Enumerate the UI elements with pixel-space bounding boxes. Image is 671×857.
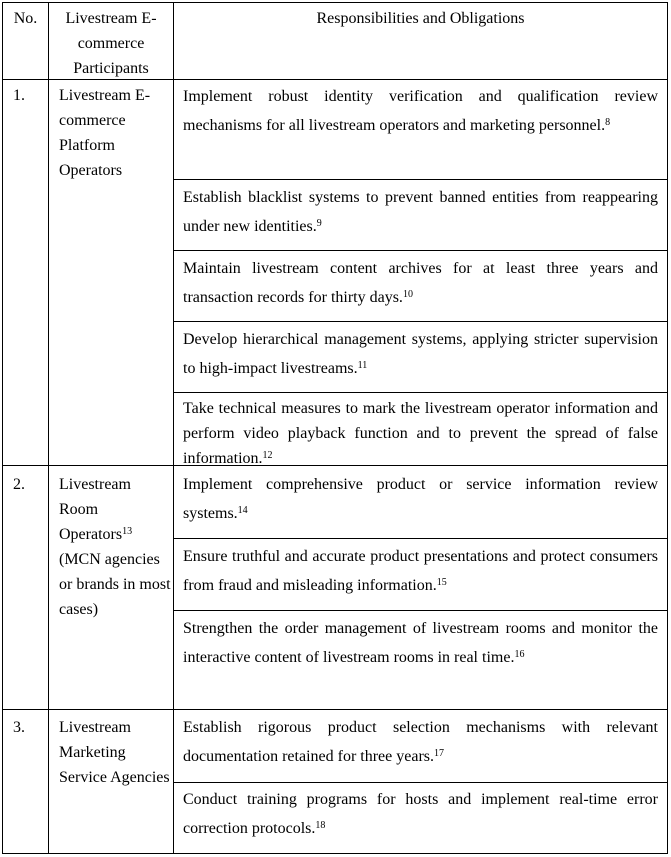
responsibility-item [174, 542, 667, 600]
footnote-ref: 18 [315, 820, 326, 831]
responsibility-item [174, 785, 667, 843]
responsibility-item [174, 325, 667, 383]
row-divider [3, 709, 667, 710]
responsibility-text: Strengthen the order management of livestream rooms and monitor the interactive content of livestream rooms in real time. [183, 620, 658, 666]
footnote-ref: 13 [122, 526, 133, 537]
row-number: 2. [13, 476, 25, 493]
item-divider [173, 250, 667, 251]
responsibility-text: Conduct training programs for hosts and implement real-time error correction protocols. [183, 791, 658, 837]
responsibility-text: Implement robust identity verification and qualification review mechanisms for all livestream operators and marketing personnel. [183, 88, 658, 134]
responsibility-text: Take technical measures to mark the livestream operator information and perform video playback function and to prevent the spread of false information. [183, 400, 658, 467]
footnote-ref: 16 [514, 649, 525, 660]
row-number: 3. [13, 719, 25, 736]
responsibility-item [174, 614, 667, 672]
participant-name: Livestream E-commerce Platform Operators [59, 87, 151, 179]
footnote-ref: 10 [402, 289, 413, 300]
responsibility-item [174, 183, 667, 241]
footnote-ref: 15 [436, 577, 447, 588]
footnote-ref: 17 [434, 748, 444, 759]
participant-name: Livestream Marketing Service Agencies [59, 719, 170, 786]
responsibility-item [174, 254, 667, 312]
responsibilities-table [2, 2, 668, 854]
item-divider [173, 782, 667, 783]
footnote-ref: 11 [357, 360, 368, 371]
responsibility-text: Develop hierarchical management systems, applying stricter supervision to high-impact livestreams. [183, 331, 658, 377]
participant-note: (MCN agencies or brands in most cases) [59, 551, 171, 618]
participant-name: Livestream Room Operators [59, 476, 131, 543]
responsibility-item [174, 396, 667, 471]
participant-cell [49, 715, 173, 790]
item-divider [173, 392, 667, 393]
item-divider [173, 538, 667, 539]
footnote-ref: 14 [237, 505, 248, 516]
responsibility-text: Ensure truthful and accurate product presentations and protect consumers from fraud and misleading information. [183, 548, 658, 594]
row-number: 1. [13, 87, 25, 104]
header-participants: Livestream E-commerce Participants [65, 10, 157, 77]
header-responsibilities: Responsibilities and Obligations [316, 10, 525, 27]
participant-cell [49, 472, 173, 622]
responsibility-text: Maintain livestream content archives for at least three years and transaction records for thirty days. [183, 260, 658, 306]
item-divider [173, 610, 667, 611]
responsibility-text: Establish blacklist systems to prevent banned entities from reappearing under new identities. [183, 189, 658, 235]
footnote-ref: 9 [316, 218, 322, 229]
responsibility-text: Establish rigorous product selection mechanisms with relevant documentation retained for three years. [183, 719, 658, 765]
participant-cell [49, 83, 173, 183]
responsibility-item [174, 713, 667, 771]
item-divider [173, 321, 667, 322]
responsibility-item [174, 82, 667, 140]
footnote-ref: 8 [605, 117, 611, 128]
responsibility-item [174, 470, 667, 528]
item-divider [173, 179, 667, 180]
header-no: No. [13, 10, 38, 27]
footnote-ref: 12 [262, 450, 273, 461]
responsibility-text: Implement comprehensive product or service information review systems. [183, 476, 658, 522]
